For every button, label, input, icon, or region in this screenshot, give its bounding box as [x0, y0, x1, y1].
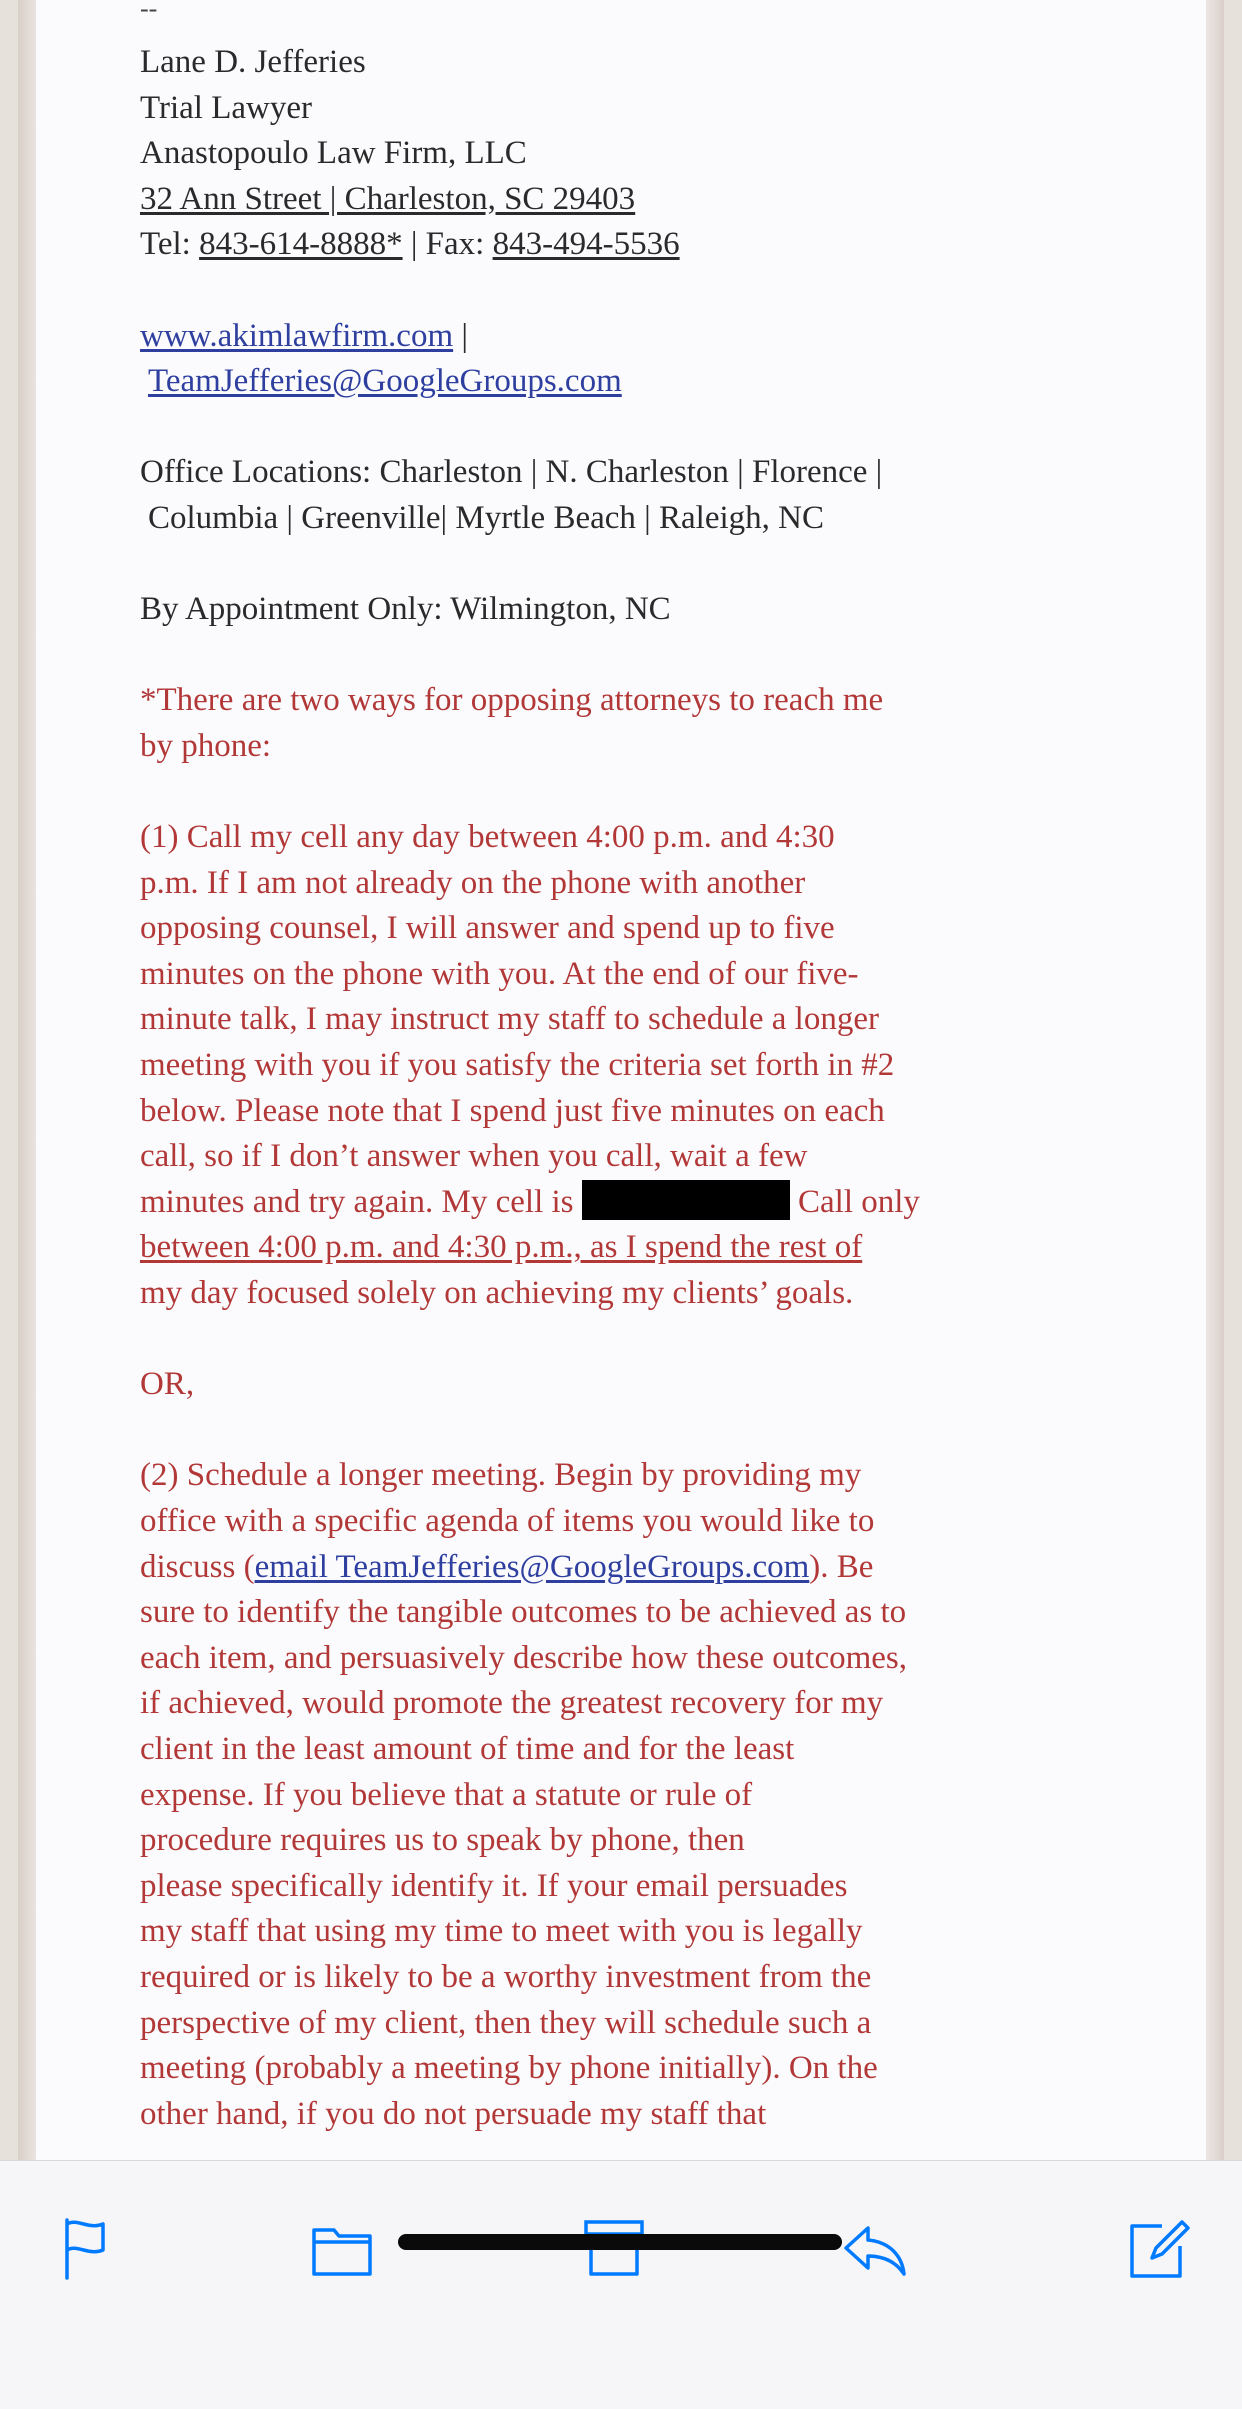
compose-icon [1122, 2212, 1194, 2284]
cell-suffix: Call only [789, 1183, 920, 1220]
tel-link[interactable]: 843-614-8888* [199, 226, 403, 263]
mail-toolbar [0, 2160, 1242, 2409]
signature-block [140, 40, 1040, 678]
option2-line: required or is likely to be a worthy investment from the [140, 1958, 872, 1995]
email-body [18, 0, 1224, 2160]
email-link[interactable]: TeamJefferies@GoogleGroups.com [148, 363, 622, 400]
notice-intro-line1: *There are two ways for opposing attorneys to reach me [140, 682, 884, 719]
notice-intro-line2: by phone: [140, 727, 272, 764]
option2-line: each item, and persuasively describe how these outcomes, [140, 1639, 907, 1676]
reply-icon [838, 2212, 910, 2284]
phone-notice [140, 678, 1040, 2137]
option2-line: other hand, if you do not persuade my staff that [140, 2095, 767, 2132]
option2-line: expense. If you believe that a statute or rule of [140, 1776, 753, 1813]
reply-button[interactable] [829, 2203, 919, 2293]
option2-line: meeting (probably a meeting by phone initially). On the [140, 2050, 878, 2087]
option1-line: p.m. If I am not already on the phone with another [140, 864, 806, 901]
flag-button[interactable] [40, 2203, 130, 2293]
option1-line: (1) Call my cell any day between 4:00 p.m. and 4:30 [140, 819, 835, 856]
option2-line: (2) Schedule a longer meeting. Begin by providing my [140, 1457, 862, 1494]
option2-discuss-line [140, 1545, 1040, 1591]
option2-line: please specifically identify it. If your email persuades [140, 1867, 848, 1904]
home-indicator[interactable] [398, 2234, 842, 2250]
option2-line: client in the least amount of time and for the least [140, 1730, 795, 1767]
option1-line: below. Please note that I spend just five minutes on each [140, 1092, 885, 1129]
move-to-folder-button[interactable] [297, 2203, 387, 2293]
website-separator: | [453, 317, 468, 354]
redacted-phone-number [582, 1180, 790, 1220]
flag-icon [49, 2212, 121, 2284]
option1-line: my day focused solely on achieving my clients’ goals. [140, 1275, 854, 1312]
option1-line: minute talk, I may instruct my staff to schedule a longer [140, 1001, 879, 1038]
option2-line: sure to identify the tangible outcomes to be achieved as to [140, 1594, 907, 1631]
discuss-prefix: discuss ( [140, 1548, 255, 1585]
signature-separator: -- [140, 0, 158, 23]
option2-line: office with a specific agenda of items you would like to [140, 1503, 875, 1539]
agenda-email-link[interactable]: email TeamJefferies@GoogleGroups.com [254, 1548, 810, 1585]
website-link[interactable]: www.akimlawfirm.com [140, 317, 454, 354]
website-line [140, 314, 1040, 360]
message-content [140, 0, 1040, 2137]
contact-line [140, 222, 1040, 268]
page-edge-left [18, 0, 36, 2160]
fax-link[interactable]: 843-494-5536 [492, 226, 680, 263]
email-line [140, 359, 1040, 405]
firm-name: Anastopoulo Law Firm, LLC [140, 135, 527, 172]
option1-line: opposing counsel, I will answer and spend up to five [140, 910, 835, 947]
option2-line: procedure requires us to speak by phone, then [140, 1822, 745, 1859]
tel-label: Tel: [140, 226, 200, 263]
discuss-suffix: ). Be [809, 1548, 874, 1585]
option2-line: if achieved, would promote the greatest recovery for my [140, 1685, 884, 1722]
folder-icon [306, 2212, 378, 2284]
office-locations-line1: Office Locations: Charleston | N. Charleston | Florence | [140, 454, 883, 491]
or-separator: OR, [140, 1366, 195, 1403]
sender-name: Lane D. Jefferies [140, 44, 366, 80]
option2-line: perspective of my client, then they will schedule such a [140, 2004, 872, 2041]
compose-button[interactable] [1113, 2203, 1203, 2293]
page-edge-right [1206, 0, 1224, 2160]
appointment-line: By Appointment Only: Wilmington, NC [140, 591, 671, 628]
option1-cell-line [140, 1180, 1040, 1226]
option1-line: minutes on the phone with you. At the end of our five- [140, 955, 859, 992]
firm-address: 32 Ann Street | Charleston, SC 29403 [140, 180, 636, 217]
option2-line: my staff that using my time to meet with you is legally [140, 1913, 863, 1950]
option1-line: call, so if I don’t answer when you call, wait a few [140, 1138, 808, 1175]
office-locations-line2: Columbia | Greenville| Myrtle Beach | Raleigh, NC [148, 499, 825, 536]
option1-line: between 4:00 p.m. and 4:30 p.m., as I spend the rest of [140, 1229, 863, 1266]
fax-label: | Fax: [402, 226, 493, 263]
option1-line: meeting with you if you satisfy the criteria set forth in #2 [140, 1047, 895, 1084]
cell-prefix: minutes and try again. My cell is [140, 1183, 582, 1220]
sender-title: Trial Lawyer [140, 89, 312, 126]
